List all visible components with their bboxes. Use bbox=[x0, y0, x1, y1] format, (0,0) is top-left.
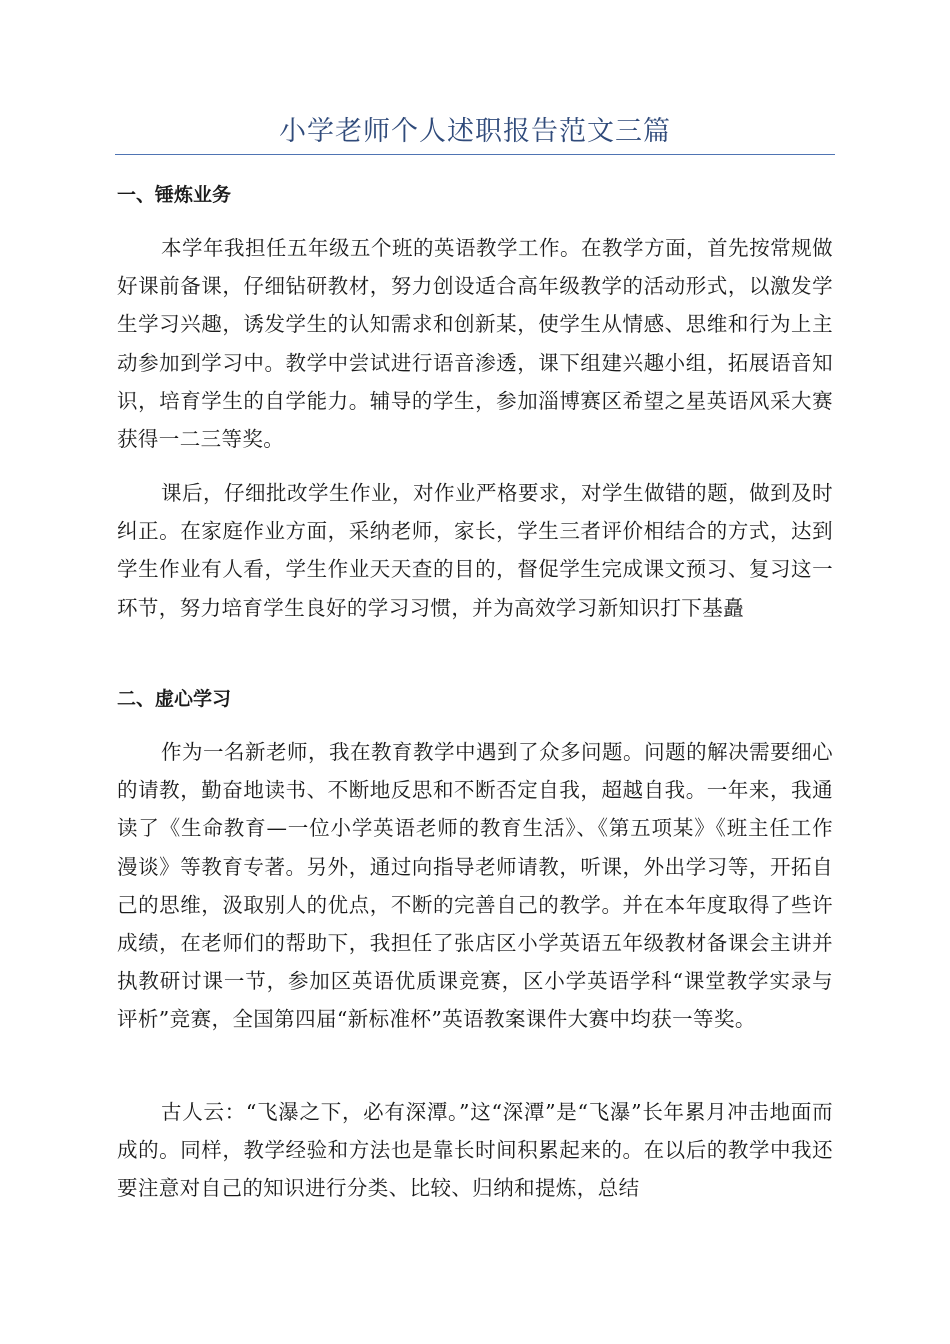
document-title: 小学老师个人述职报告范文三篇 bbox=[279, 116, 671, 147]
section-1-paragraph-2: 课后，仔细批改学生作业，对作业严格要求，对学生做错的题，做到及时纠正。在家庭作业方面，采纳老师，家长，学生三者评价相结合的方式，达到学生作业有人看，学生作业天天查的目的，督促学生完成课文预习、复习这一环节，努力培育学生良好的学习习惯，并为高效学习新知识打下基矗 bbox=[117, 481, 833, 620]
section-2-paragraph-1: 作为一名新老师，我在教育教学中遇到了众多问题。问题的解决需要细心的请教，勤奋地读书、不断地反思和不断否定自我，超越自我。一年来，我通读了《生命教育—一位小学英语老师的教育生活》、《第五项某》《班主任工作漫谈》等教育专著。另外，通过向指导老师请教，听课，外出学习等，开拓自己的思维，汲取别人的优点，不断的完善自己的教学。并在本年度取得了些许成绩，在老师们的帮助下，我担任了张店区小学英语五年级教材备课会主讲并执教研讨课一节，参加区英语优质课竞赛，区小学英语学科“课堂教学实录与评析”竞赛，全国第四届“新标准杯”英语教案课件大赛中均获一等奖。 bbox=[117, 740, 833, 1032]
section-2-paragraph-2: 古人云：“飞瀑之下，必有深潭。”这“深潭”是“飞瀑”长年累月冲击地面而成的。同样，教学经验和方法也是靠长时间积累起来的。在以后的教学中我还要注意对自己的知识进行分类、比较、归纳和提炼，总结 bbox=[117, 1100, 833, 1201]
section-1-paragraph-1: 本学年我担任五年级五个班的英语教学工作。在教学方面，首先按常规做好课前备课，仔细钻研教材，努力创设适合高年级教学的活动形式，以激发学生学习兴趣，诱发学生的认知需求和创新某，使学生从情感、思维和行为上主动参加到学习中。教学中尝试进行语音渗透，课下组建兴趣小组，拓展语音知识，培育学生的自学能力。辅导的学生，参加淄博赛区希望之星英语风采大赛获得一二三等奖。 bbox=[117, 236, 833, 452]
title-underline bbox=[115, 154, 835, 155]
section-heading-1: 一、锤炼业务 bbox=[117, 184, 232, 206]
section-heading-2: 二、虚心学习 bbox=[117, 688, 232, 710]
